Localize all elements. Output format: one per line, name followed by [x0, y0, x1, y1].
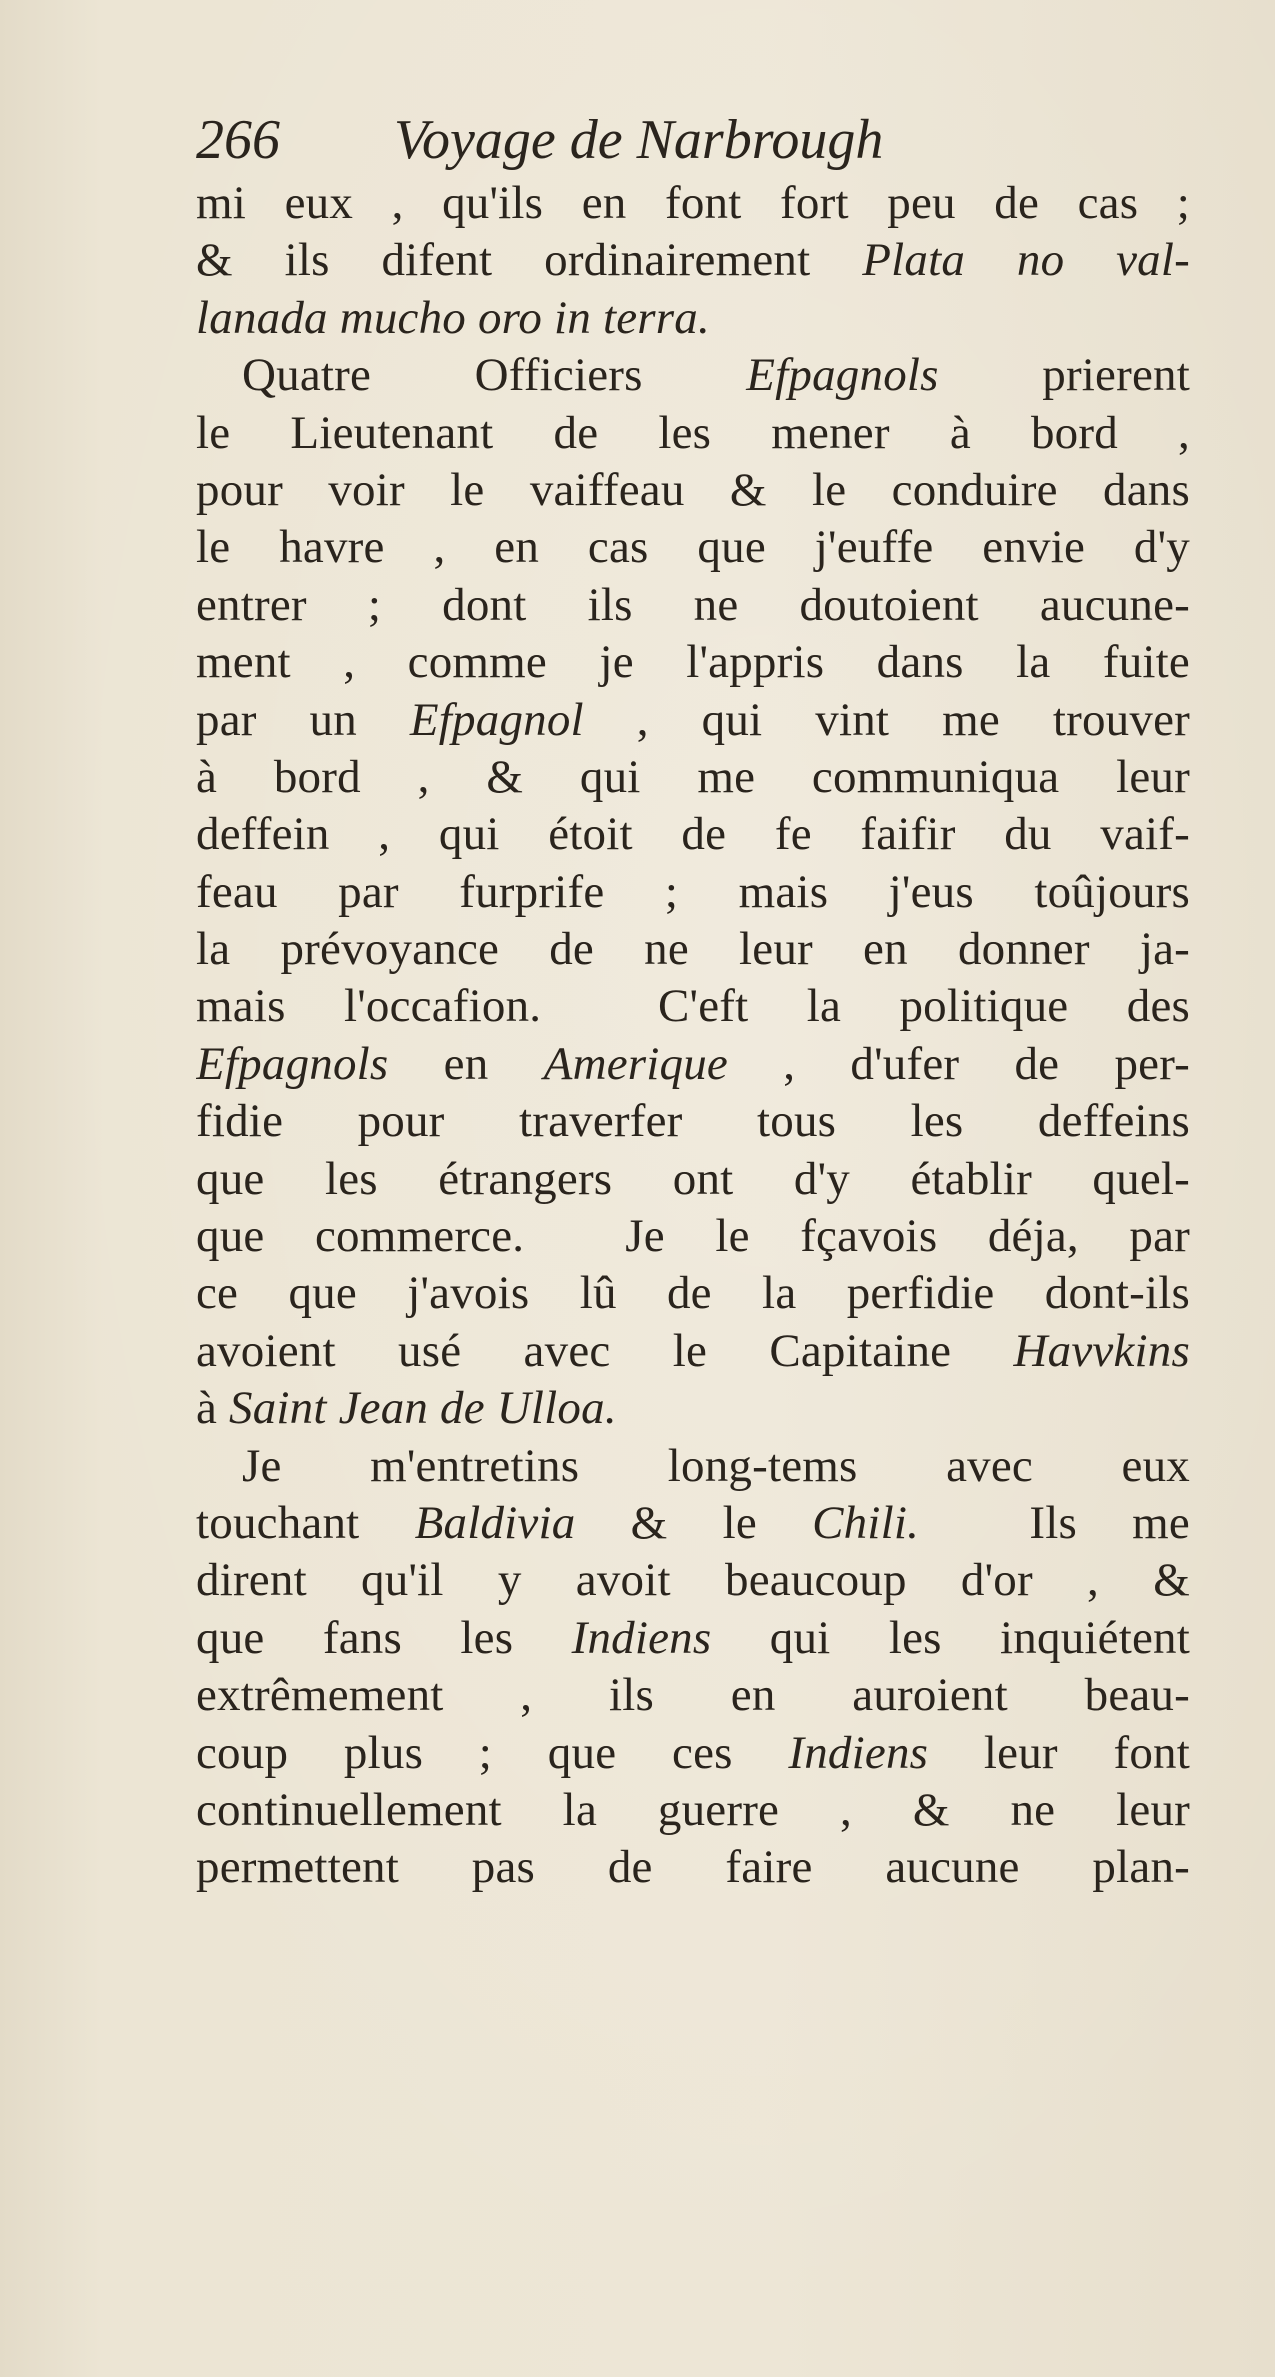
text-line — [196, 1667, 1190, 1724]
text-line — [196, 1552, 1190, 1609]
text-line — [196, 519, 1190, 576]
text-line — [196, 1839, 1190, 1896]
text-line — [196, 577, 1190, 634]
text-run: qui les inquiétent — [711, 1611, 1190, 1664]
text-run: le Lieutenant de les mener à bord , — [196, 406, 1190, 459]
body-text — [196, 175, 1190, 1897]
text-line — [196, 1036, 1190, 1093]
text-run: entrer ; dont ils ne doutoient aucune- — [196, 578, 1190, 631]
text-run: avoient usé avec le Capitaine — [196, 1324, 1014, 1377]
italic-run: Indiens — [571, 1611, 712, 1664]
text-run: la prévoyance de ne leur en donner ja- — [196, 923, 1190, 976]
text-run: par un — [196, 693, 410, 746]
text-line — [196, 1093, 1190, 1150]
italic-run: Efpagnols — [746, 349, 939, 402]
text-run: le havre , en cas que j'euffe envie d'y — [196, 521, 1190, 574]
text-run: Ils me — [919, 1496, 1190, 1549]
text-line — [196, 1438, 1190, 1495]
text-run: permettent pas de faire aucune plan- — [196, 1841, 1190, 1894]
text-run: Je m'entretins long-tems avec eux — [242, 1439, 1190, 1492]
italic-run: Havvkins — [1013, 1324, 1190, 1377]
text-run: extrêmement , ils en auroient beau- — [196, 1669, 1190, 1722]
page-header — [196, 108, 883, 172]
text-line — [196, 347, 1190, 404]
text-run: feau par furprife ; mais j'eus toûjours — [196, 865, 1190, 918]
text-line — [196, 290, 1190, 347]
text-run: Quatre Officiers — [242, 349, 747, 402]
text-run: que commerce. Je le fçavois déja, par — [196, 1210, 1190, 1263]
text-line — [196, 806, 1190, 863]
running-title: Voyage de Narbrough — [394, 109, 884, 171]
text-run: leur font — [928, 1726, 1190, 1779]
text-run: mi eux , qu'ils en font fort peu de cas ; — [196, 177, 1190, 229]
text-line — [196, 1495, 1190, 1552]
text-line — [196, 175, 1190, 232]
text-line — [196, 1265, 1190, 1322]
italic-run: Chili. — [812, 1496, 920, 1549]
text-line — [196, 1323, 1190, 1380]
text-run: & ils difent ordinairement — [196, 234, 863, 287]
text-line — [196, 921, 1190, 978]
italic-run: Amerique — [543, 1037, 728, 1090]
italic-run: Indiens — [788, 1726, 929, 1779]
text-run: coup plus ; que ces — [196, 1726, 789, 1779]
text-line — [196, 462, 1190, 519]
text-run: à — [196, 1382, 230, 1435]
italic-run: lanada mucho oro in terra. — [196, 291, 710, 344]
text-line — [196, 1208, 1190, 1265]
italic-run: Plata no val- — [862, 234, 1190, 287]
text-run: fidie pour traverfer tous les deffeins — [196, 1095, 1190, 1148]
text-line — [196, 749, 1190, 806]
text-line — [196, 1782, 1190, 1839]
text-run: , d'ufer de per- — [727, 1037, 1190, 1090]
text-run: ment , comme je l'appris dans la fuite — [196, 636, 1190, 689]
text-line — [196, 978, 1190, 1035]
text-line — [196, 1610, 1190, 1667]
text-line — [196, 1725, 1190, 1782]
text-run: , qui vint me trouver — [583, 693, 1190, 746]
text-line — [196, 232, 1190, 289]
text-run: à bord , & qui me communiqua leur — [196, 750, 1190, 803]
text-run: ce que j'avois lû de la perfidie dont-ils — [196, 1267, 1190, 1320]
text-run: continuellement la guerre , & ne leur — [196, 1783, 1190, 1836]
text-line — [196, 1380, 1190, 1437]
text-line — [196, 405, 1190, 462]
text-run: dirent qu'il y avoit beaucoup d'or , & — [196, 1554, 1190, 1607]
text-run: que les étrangers ont d'y établir quel- — [196, 1152, 1190, 1205]
text-run: mais l'occafion. C'eft la politique des — [196, 980, 1190, 1033]
text-run: en — [388, 1037, 544, 1090]
italic-run: Efpagnol — [409, 693, 584, 746]
italic-run: Baldivia — [414, 1496, 576, 1549]
text-line — [196, 864, 1190, 921]
text-run: pour voir le vaiffeau & le conduire dans — [196, 463, 1190, 516]
text-run: deffein , qui étoit de fe faifir du vaif- — [196, 808, 1190, 861]
text-line — [196, 634, 1190, 691]
text-run: que fans les — [196, 1611, 572, 1664]
text-run: prierent — [938, 349, 1190, 402]
italic-run: Saint Jean de Ulloa. — [229, 1382, 617, 1435]
text-run: touchant — [196, 1496, 415, 1549]
italic-run: Efpagnols — [196, 1037, 389, 1090]
page-number: 266 — [196, 109, 280, 171]
text-run: & le — [575, 1496, 813, 1549]
text-line — [196, 692, 1190, 749]
text-line — [196, 1151, 1190, 1208]
